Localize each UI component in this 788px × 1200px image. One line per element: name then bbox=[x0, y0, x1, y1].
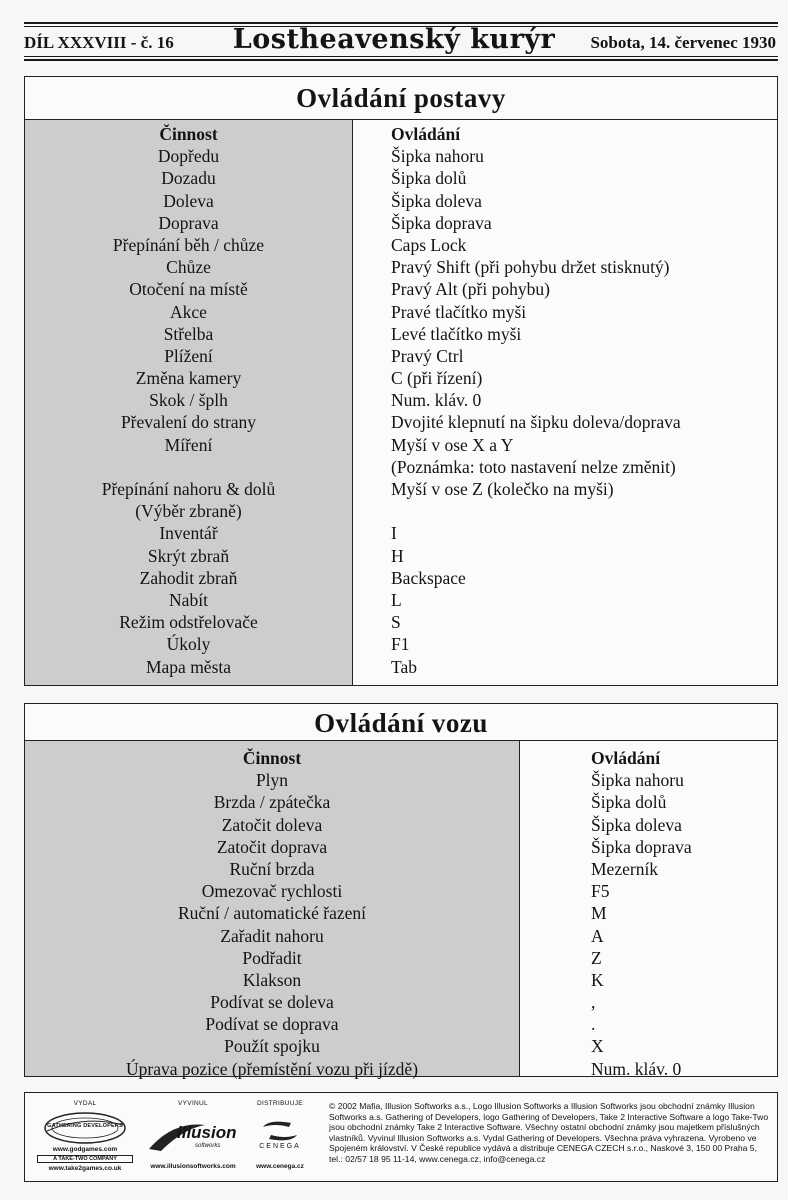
control-cell: Num. kláv. 0 bbox=[591, 1058, 682, 1079]
action-column-header: Činnost bbox=[159, 124, 218, 144]
character-action-column bbox=[25, 123, 352, 678]
action-cell: Skrýt zbraň bbox=[147, 545, 230, 566]
car-controls-panel bbox=[24, 703, 778, 1077]
action-cell: Převalení do strany bbox=[120, 412, 257, 433]
masthead-bottom-rule bbox=[24, 59, 778, 61]
control-cell: A bbox=[591, 925, 604, 946]
control-cell: Šipka dolů bbox=[391, 168, 467, 189]
control-cell: L bbox=[391, 589, 402, 610]
character-control-column bbox=[391, 123, 681, 678]
control-cell: Mezerník bbox=[591, 858, 659, 879]
newspaper-title: Lostheavenský kurýr bbox=[232, 24, 556, 55]
control-column-header: Ovládání bbox=[591, 748, 661, 768]
control-cell: X bbox=[591, 1036, 604, 1057]
action-cell: Skok / šplh bbox=[149, 390, 228, 411]
control-cell: , bbox=[591, 992, 596, 1013]
action-cell: Střelba bbox=[163, 323, 214, 344]
control-cell: Šipka nahoru bbox=[391, 146, 484, 167]
control-cell: Šipka nahoru bbox=[591, 770, 684, 791]
action-cell: Brzda / zpátečka bbox=[213, 792, 331, 813]
publisher-caption: VYDAL bbox=[73, 1100, 97, 1107]
control-cell: Myší v ose X a Y bbox=[391, 434, 514, 455]
publisher-footer bbox=[24, 1092, 778, 1182]
distributor-url: www.cenega.cz bbox=[256, 1163, 304, 1170]
control-cell: C (při řízení) bbox=[391, 368, 483, 389]
cenega-logo bbox=[247, 1119, 313, 1157]
control-cell: Šipka doleva bbox=[591, 814, 682, 835]
control-cell: Šipka doleva bbox=[391, 190, 482, 211]
car-action-column bbox=[25, 747, 519, 1080]
action-cell: Režim odstřelovače bbox=[119, 612, 258, 633]
control-cell: S bbox=[391, 612, 401, 633]
action-cell: Nabít bbox=[169, 589, 208, 610]
action-cell: Chůze bbox=[166, 257, 211, 278]
control-cell: (Poznámka: toto nastavení nelze změnit) bbox=[391, 456, 676, 477]
control-cell: Šipka doprava bbox=[391, 212, 492, 233]
action-cell: Dozadu bbox=[161, 168, 216, 189]
cenega-logo-icon bbox=[247, 1119, 313, 1143]
control-cell: Myší v ose Z (kolečko na myši) bbox=[391, 479, 614, 499]
action-cell: Dopředu bbox=[157, 146, 220, 167]
publisher-url: www.godgames.com bbox=[52, 1146, 118, 1153]
control-cell: Pravý Alt (při pohybu) bbox=[391, 279, 550, 300]
illusion-logo-subtext: softworks bbox=[195, 1143, 221, 1149]
illusion-softworks-logo bbox=[143, 1115, 243, 1155]
control-cell: Levé tlačítko myši bbox=[391, 323, 522, 344]
take-two-badge bbox=[37, 1155, 133, 1163]
developer-caption: VYVINUL bbox=[178, 1100, 208, 1107]
legal-notice: © 2002 Mafia, Illusion Softworks a.s., Logo Illusion Softworks a Illusion Softworks jsou obchodní známky Illusion Softworks a.s. Gathering of Developers, logo Gathering of Developers, Take 2 Interactive Software a logo Take-Two jsou obchodní známky Take 2 Interactive Software. Všechny ostatní obchodní známky jsou majetkem příslušných vlastníků. Vyvinul Illusion Softworks a.s. Vydal Gathering of Developers. Všechna práva vyhrazena. Vyrobeno ve Spojeném království. V České republice vydává a distribuje CENEGA CZECH s.r.o., Naskové 3, 150 00 Praha 5, tel.: 02/57 18 95 11-14, www.cenega.cz, info@cenega.cz bbox=[329, 1101, 769, 1164]
control-cell: K bbox=[591, 969, 604, 990]
control-column-header: Ovládání bbox=[391, 124, 461, 144]
action-cell: Míření bbox=[164, 434, 213, 455]
issue-date: Sobota, 14. červenec 1930 bbox=[590, 33, 776, 52]
gathering-developers-logo bbox=[43, 1111, 127, 1145]
control-cell: Backspace bbox=[391, 567, 466, 588]
action-cell: Přepínání nahoru & dolů bbox=[101, 479, 276, 499]
control-cell: Dvojité klepnutí na šipku doleva/doprava bbox=[391, 412, 681, 433]
illusion-logo-text: illusion bbox=[177, 1123, 237, 1142]
action-cell: Zatočit doprava bbox=[216, 836, 328, 857]
action-cell: Doleva bbox=[163, 190, 214, 211]
action-cell: Ruční / automatické řazení bbox=[177, 903, 367, 924]
action-cell: (Výběr zbraně) bbox=[135, 501, 242, 522]
publisher-url-2: www.take2games.co.uk bbox=[48, 1165, 122, 1172]
control-cell: F5 bbox=[591, 881, 610, 902]
control-cell bbox=[391, 500, 681, 522]
action-cell: Mapa města bbox=[145, 656, 232, 677]
developer-url: www.illusionsoftworks.com bbox=[150, 1163, 236, 1170]
action-cell: Úkoly bbox=[166, 634, 211, 655]
issue-number: DÍL XXXVIII - č. 16 bbox=[24, 33, 174, 52]
control-cell: Pravý Shift (při pohybu držet stisknutý) bbox=[391, 257, 670, 278]
action-cell: Plížení bbox=[164, 345, 213, 366]
action-cell: Podívat se doprava bbox=[205, 1014, 339, 1035]
control-cell: Z bbox=[591, 947, 602, 968]
character-controls-panel bbox=[24, 76, 778, 686]
action-cell: Inventář bbox=[159, 523, 218, 544]
action-cell: Zatočit doleva bbox=[221, 814, 323, 835]
action-cell: Akce bbox=[170, 301, 207, 322]
action-cell: Zařadit nahoru bbox=[220, 925, 324, 946]
masthead-bottom-rule-thin bbox=[24, 56, 778, 57]
action-cell: Použít spojku bbox=[224, 1036, 320, 1057]
car-control-column bbox=[591, 747, 692, 1080]
action-cell: Změna kamery bbox=[135, 368, 242, 389]
action-cell: Omezovač rychlosti bbox=[201, 881, 343, 902]
action-cell: Podívat se doleva bbox=[210, 992, 334, 1013]
action-cell: Podřadit bbox=[242, 947, 302, 968]
control-cell: . bbox=[591, 1014, 596, 1035]
gathering-logo-text: GATHERING DEVELOPERS bbox=[47, 1123, 123, 1129]
cenega-logo-text: CENEGA bbox=[259, 1143, 301, 1150]
car-controls-title: Ovládání vozu bbox=[314, 708, 488, 738]
action-cell: Přepínání běh / chůze bbox=[112, 234, 265, 255]
control-cell: F1 bbox=[391, 634, 410, 655]
take-two-badge-text: A TAKE-TWO COMPANY bbox=[37, 1155, 133, 1163]
control-cell: I bbox=[391, 523, 397, 544]
action-cell: Úprava pozice (přemístění vozu při jízdě) bbox=[125, 1058, 419, 1079]
control-cell: Num. kláv. 0 bbox=[391, 390, 482, 411]
control-cell: M bbox=[591, 903, 607, 924]
action-cell: Doprava bbox=[158, 212, 219, 233]
control-cell: Caps Lock bbox=[391, 234, 467, 255]
action-cell: Plyn bbox=[255, 770, 289, 791]
control-cell: Pravý Ctrl bbox=[391, 345, 464, 366]
action-column-header: Činnost bbox=[242, 748, 302, 768]
character-controls-title: Ovládání postavy bbox=[296, 83, 506, 113]
control-cell: Šipka dolů bbox=[591, 792, 667, 813]
distributor-caption: DISTRIBUUJE bbox=[257, 1100, 303, 1107]
action-cell: Klakson bbox=[242, 969, 302, 990]
control-cell: Šipka doprava bbox=[591, 836, 692, 857]
action-cell: Otočení na místě bbox=[129, 279, 248, 300]
control-cell: Pravé tlačítko myši bbox=[391, 301, 527, 322]
action-cell: Ruční brzda bbox=[229, 858, 315, 879]
action-cell: Zahodit zbraň bbox=[139, 567, 238, 588]
control-cell: Tab bbox=[391, 656, 417, 677]
action-cell bbox=[25, 456, 352, 478]
control-cell: H bbox=[391, 545, 404, 566]
